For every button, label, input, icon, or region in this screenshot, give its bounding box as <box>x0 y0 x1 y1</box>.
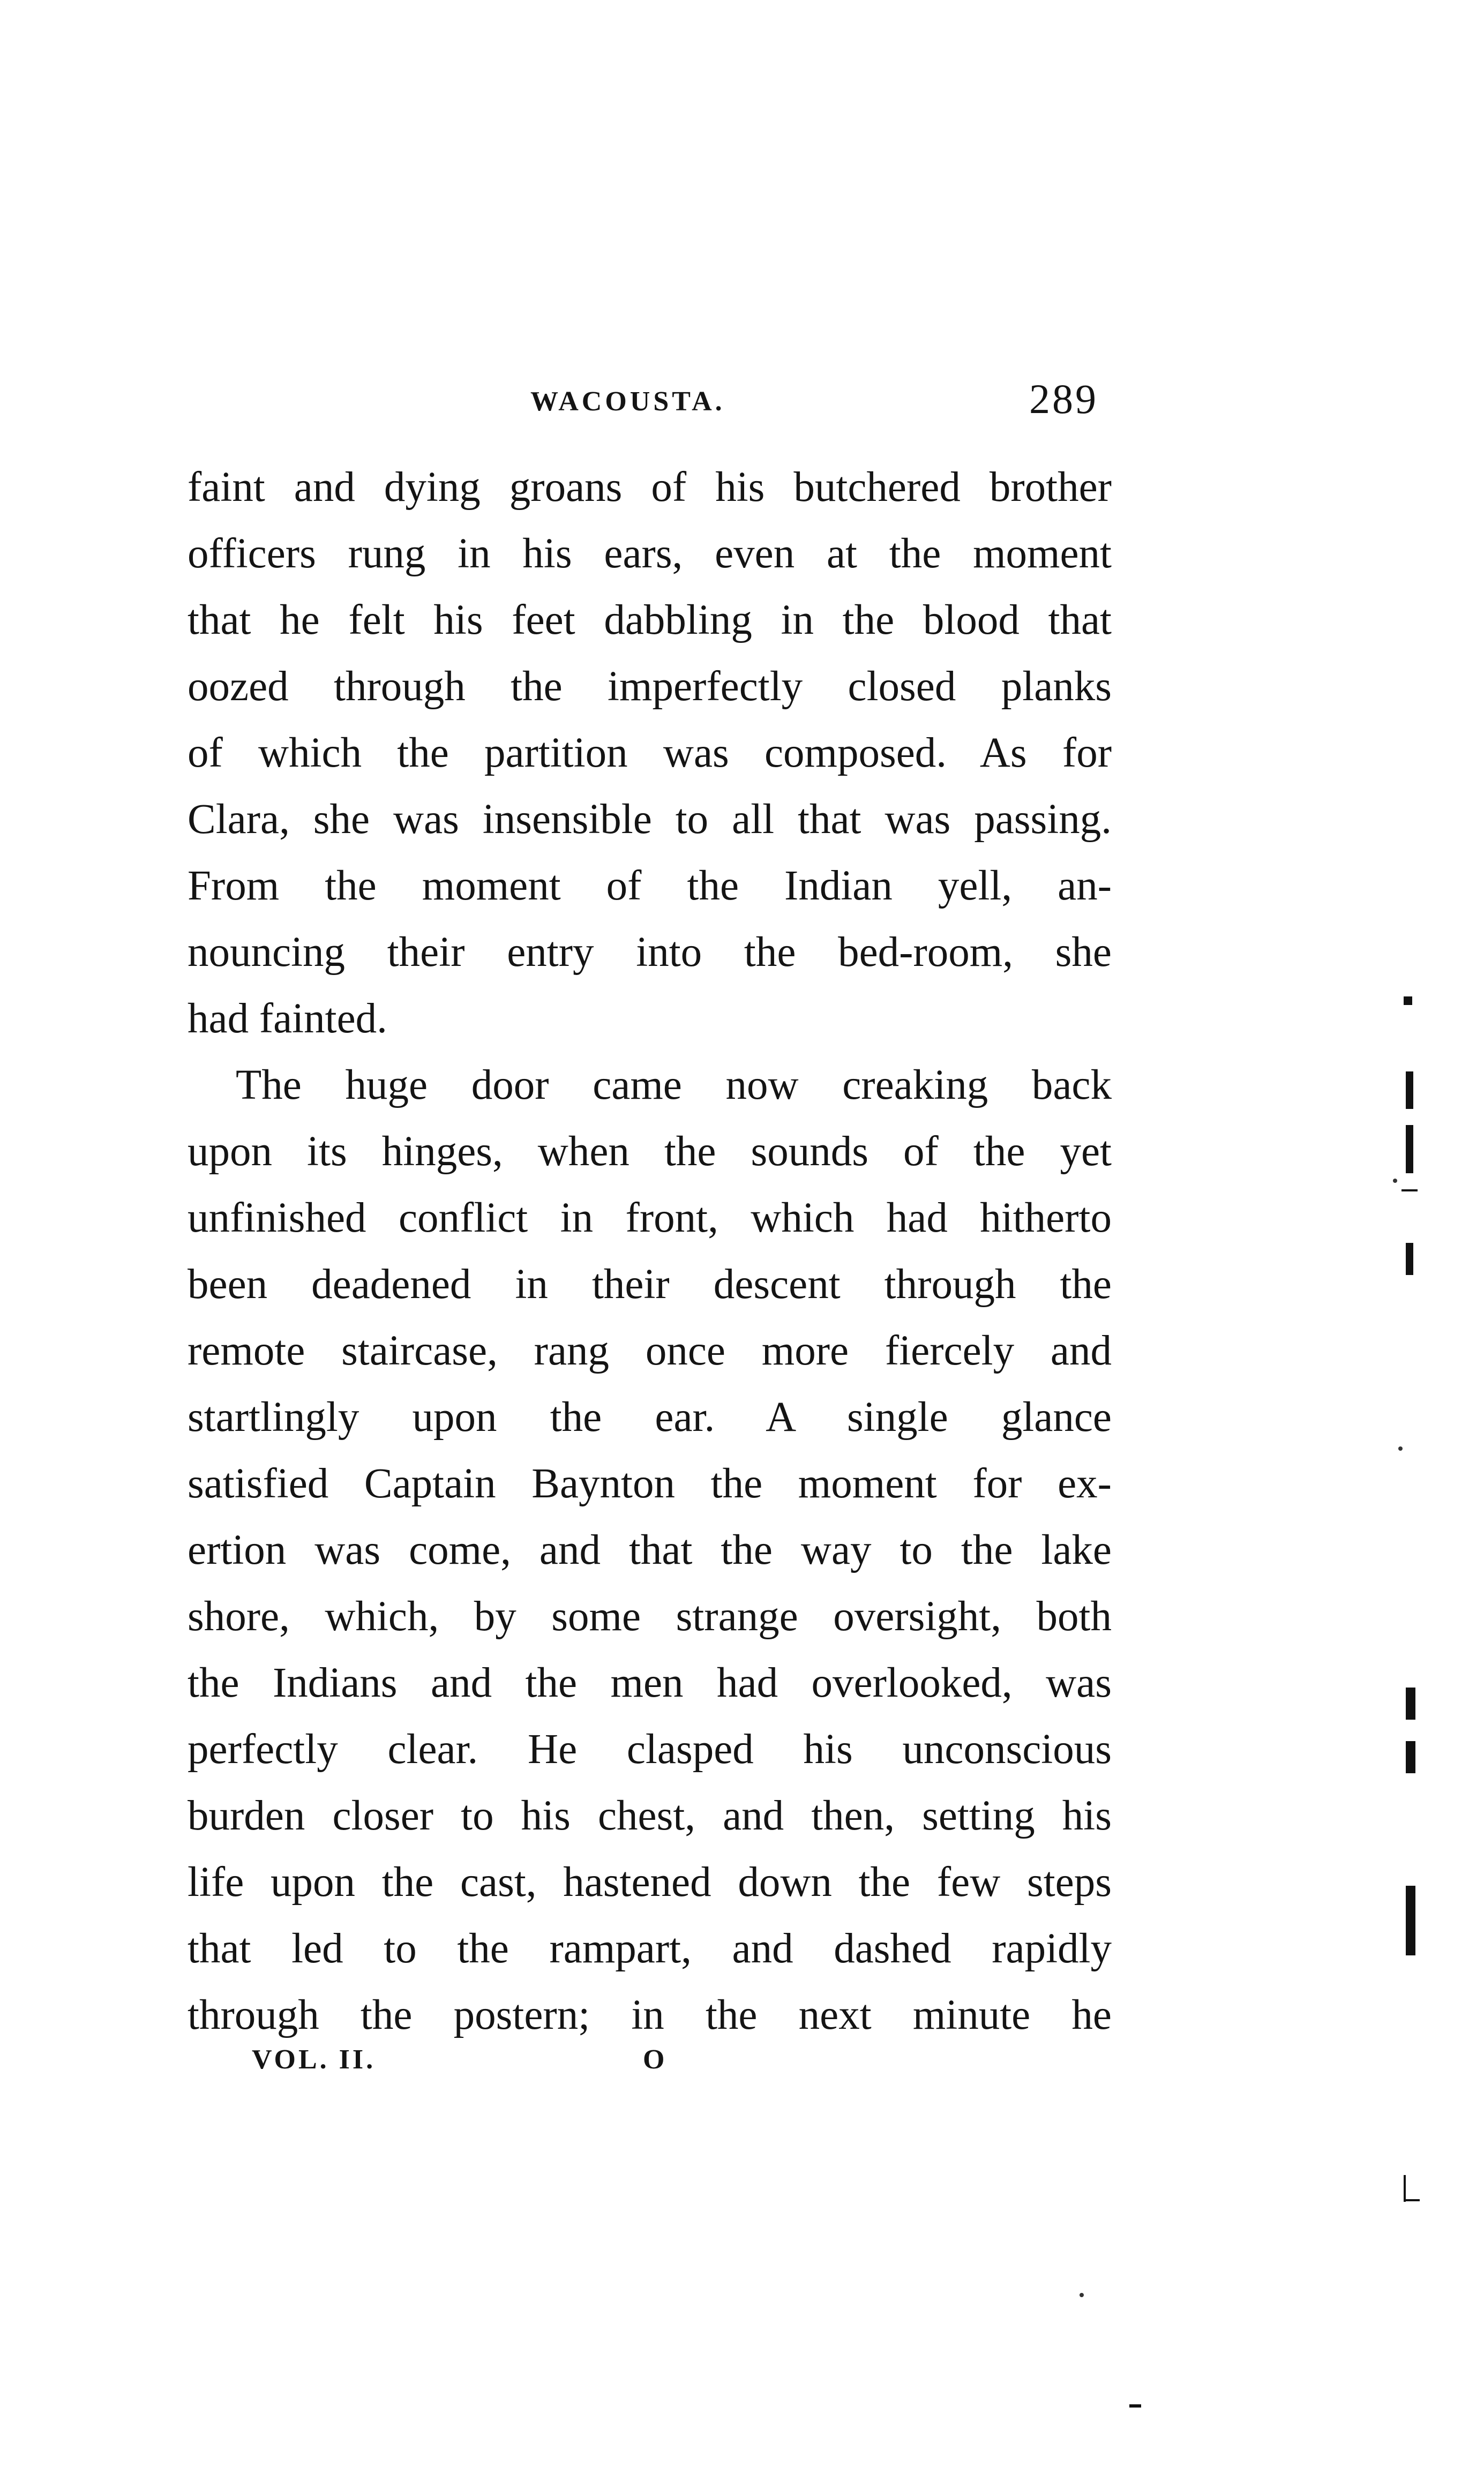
page-number: 289 <box>1029 376 1098 422</box>
text-line: upon its hinges, when the sounds of the yet <box>188 1128 1112 1175</box>
text-line: life upon the cast, hastened down the few steps <box>188 1859 1112 1906</box>
scan-mark <box>1404 996 1412 1005</box>
scan-speck <box>1398 1446 1403 1451</box>
scan-margin-artifacts <box>1382 964 1446 2304</box>
text-line: nouncing their entry into the bed-room, she <box>188 929 1112 976</box>
scan-mark <box>1406 1125 1413 1173</box>
volume-label: VOL. II. <box>252 2044 376 2075</box>
text-line: From the moment of the Indian yell, an- <box>188 863 1112 909</box>
page-footer <box>252 2044 734 2087</box>
text-line: of which the partition was composed. As for <box>188 730 1112 776</box>
body-text <box>188 454 1112 2049</box>
text-line: satisfied Captain Baynton the moment for ex- <box>188 1460 1112 1507</box>
text-line: the Indians and the men had overlooked, was <box>188 1660 1112 1706</box>
running-head <box>188 375 1098 429</box>
text-line: perfectly clear. He clasped his unconscious <box>188 1726 1112 1773</box>
text-line: unfinished conflict in front, which had hitherto <box>188 1195 1112 1241</box>
scan-mark <box>1401 1189 1418 1191</box>
scan-mark <box>1404 2175 1406 2202</box>
scan-speck <box>1393 1179 1397 1183</box>
scan-speck <box>1080 2293 1084 2297</box>
text-line: that led to the rampart, and dashed rapidly <box>188 1925 1112 1972</box>
text-line: oozed through the imperfectly closed planks <box>188 663 1112 710</box>
scan-mark <box>1406 1886 1415 1955</box>
scan-mark <box>1406 1071 1413 1109</box>
text-line: burden closer to his chest, and then, setting his <box>188 1793 1112 1839</box>
running-title: WACOUSTA. <box>530 386 725 417</box>
text-line: remote staircase, rang once more fiercely and <box>188 1328 1112 1374</box>
text-line: The huge door came now creaking back <box>236 1062 1112 1108</box>
text-line: officers rung in his ears, even at the moment <box>188 530 1112 577</box>
text-line: through the postern; in the next minute he <box>188 1992 1112 2038</box>
text-line: Clara, she was insensible to all that was passing. <box>188 796 1112 843</box>
scan-mark <box>1406 1243 1413 1275</box>
text-line: that he felt his feet dabbling in the blood that <box>188 597 1112 643</box>
text-line: faint and dying groans of his butchered brother <box>188 464 1112 511</box>
scan-mark <box>1406 1688 1415 1720</box>
signature-mark: O <box>643 2044 665 2075</box>
text-line: been deadened in their descent through the <box>188 1261 1112 1308</box>
scan-mark <box>1404 2199 1420 2201</box>
scan-mark <box>1406 1741 1415 1773</box>
text-line: startlingly upon the ear. A single glance <box>188 1394 1112 1441</box>
text-line: ertion was come, and that the way to the lake <box>188 1527 1112 1573</box>
text-line: had fainted. <box>188 995 387 1042</box>
scan-mark <box>1129 2404 1141 2408</box>
text-line: shore, which, by some strange oversight, both <box>188 1593 1112 1640</box>
